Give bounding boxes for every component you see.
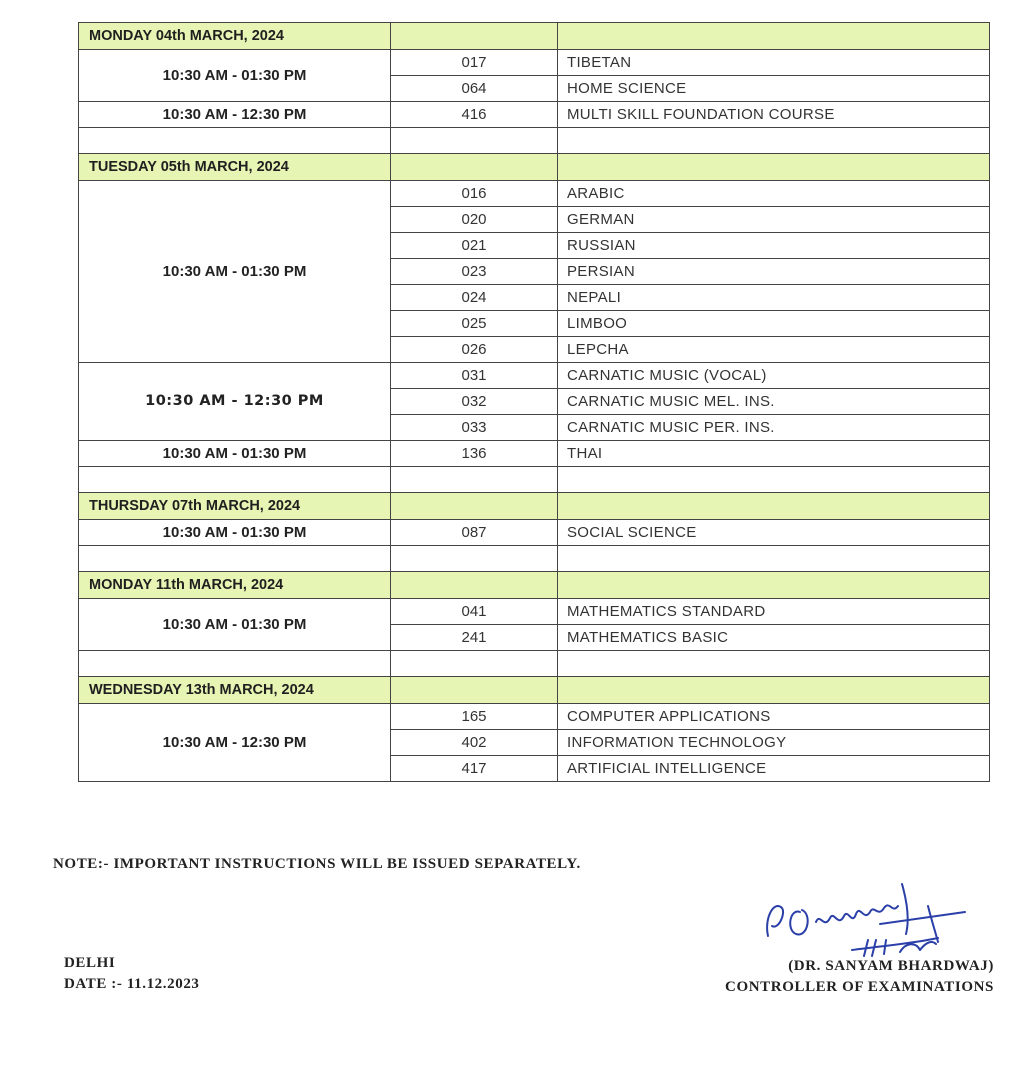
day-date: MONDAY 04th MARCH, 2024 [79, 23, 391, 50]
empty-cell [391, 128, 558, 154]
empty-cell [391, 651, 558, 677]
spacer-row [79, 546, 990, 572]
subject-code: 025 [391, 311, 558, 337]
empty-cell [79, 128, 391, 154]
exam-time: 10:30 AM - 01:30 PM [79, 181, 391, 363]
signature-icon [760, 878, 975, 968]
subject-name: TIBETAN [558, 50, 990, 76]
day-date: MONDAY 11th MARCH, 2024 [79, 572, 391, 599]
subject-code: 241 [391, 625, 558, 651]
subject-name: LIMBOO [558, 311, 990, 337]
subject-name: GERMAN [558, 207, 990, 233]
place-text: DELHI [64, 955, 116, 971]
subject-code: 032 [391, 389, 558, 415]
subject-code: 402 [391, 730, 558, 756]
day-header-cell [558, 677, 990, 704]
empty-cell [391, 467, 558, 493]
subject-row [79, 102, 990, 128]
day-header-row [79, 23, 990, 50]
exam-time: 10:30 AM - 12:30 PM [79, 102, 391, 128]
subject-code: 016 [391, 181, 558, 207]
spacer-row [79, 128, 990, 154]
subject-row [79, 520, 990, 546]
subject-name: MATHEMATICS BASIC [558, 625, 990, 651]
exam-time: 10:30 AM - 01:30 PM [79, 599, 391, 651]
subject-name: SOCIAL SCIENCE [558, 520, 990, 546]
subject-code: 136 [391, 441, 558, 467]
day-header-row [79, 154, 990, 181]
subject-name: LEPCHA [558, 337, 990, 363]
day-header-cell [391, 677, 558, 704]
subject-name: MULTI SKILL FOUNDATION COURSE [558, 102, 990, 128]
day-header-row [79, 677, 990, 704]
subject-name: THAI [558, 441, 990, 467]
subject-name: INFORMATION TECHNOLOGY [558, 730, 990, 756]
subject-name: ARABIC [558, 181, 990, 207]
spacer-row [79, 651, 990, 677]
subject-name: COMPUTER APPLICATIONS [558, 704, 990, 730]
subject-name: CARNATIC MUSIC MEL. INS. [558, 389, 990, 415]
subject-row [79, 704, 990, 730]
subject-code: 017 [391, 50, 558, 76]
signatory-title: CONTROLLER OF EXAMINATIONS [725, 979, 994, 995]
day-header-cell [391, 154, 558, 181]
signatory-name: (DR. SANYAM BHARDWAJ) [788, 958, 994, 974]
day-header-cell [558, 154, 990, 181]
subject-name: HOME SCIENCE [558, 76, 990, 102]
empty-cell [79, 467, 391, 493]
subject-row [79, 441, 990, 467]
subject-name: CARNATIC MUSIC (VOCAL) [558, 363, 990, 389]
day-date: TUESDAY 05th MARCH, 2024 [79, 154, 391, 181]
subject-code: 024 [391, 285, 558, 311]
day-date: THURSDAY 07th MARCH, 2024 [79, 493, 391, 520]
subject-code: 020 [391, 207, 558, 233]
empty-cell [391, 546, 558, 572]
subject-code: 023 [391, 259, 558, 285]
subject-row [79, 50, 990, 76]
subject-code: 087 [391, 520, 558, 546]
subject-name: ARTIFICIAL INTELLIGENCE [558, 756, 990, 782]
subject-code: 165 [391, 704, 558, 730]
exam-time: 10:30 AM - 12:30 PM [79, 363, 391, 441]
exam-time: 10:30 AM - 01:30 PM [79, 520, 391, 546]
day-header-cell [558, 493, 990, 520]
empty-cell [79, 651, 391, 677]
exam-time: 10:30 AM - 01:30 PM [79, 441, 391, 467]
subject-name: PERSIAN [558, 259, 990, 285]
day-header-cell [558, 23, 990, 50]
day-date: WEDNESDAY 13th MARCH, 2024 [79, 677, 391, 704]
subject-name: MATHEMATICS STANDARD [558, 599, 990, 625]
subject-name: NEPALI [558, 285, 990, 311]
subject-row [79, 599, 990, 625]
issue-date: DATE :- 11.12.2023 [64, 976, 200, 992]
subject-code: 033 [391, 415, 558, 441]
day-header-cell [558, 572, 990, 599]
subject-code: 417 [391, 756, 558, 782]
empty-cell [558, 467, 990, 493]
subject-code: 026 [391, 337, 558, 363]
subject-code: 021 [391, 233, 558, 259]
note-text: NOTE:- IMPORTANT INSTRUCTIONS WILL BE ISSUED SEPARATELY. [53, 856, 581, 872]
subject-code: 031 [391, 363, 558, 389]
subject-code: 041 [391, 599, 558, 625]
day-header-cell [391, 493, 558, 520]
subject-row [79, 181, 990, 207]
day-header-row [79, 572, 990, 599]
exam-time: 10:30 AM - 12:30 PM [79, 704, 391, 782]
empty-cell [558, 651, 990, 677]
subject-name: RUSSIAN [558, 233, 990, 259]
subject-row [79, 363, 990, 389]
empty-cell [558, 546, 990, 572]
empty-cell [558, 128, 990, 154]
spacer-row [79, 467, 990, 493]
subject-code: 064 [391, 76, 558, 102]
exam-schedule-table [78, 22, 990, 782]
subject-name: CARNATIC MUSIC PER. INS. [558, 415, 990, 441]
day-header-cell [391, 23, 558, 50]
day-header-row [79, 493, 990, 520]
day-header-cell [391, 572, 558, 599]
empty-cell [79, 546, 391, 572]
subject-code: 416 [391, 102, 558, 128]
exam-time: 10:30 AM - 01:30 PM [79, 50, 391, 102]
